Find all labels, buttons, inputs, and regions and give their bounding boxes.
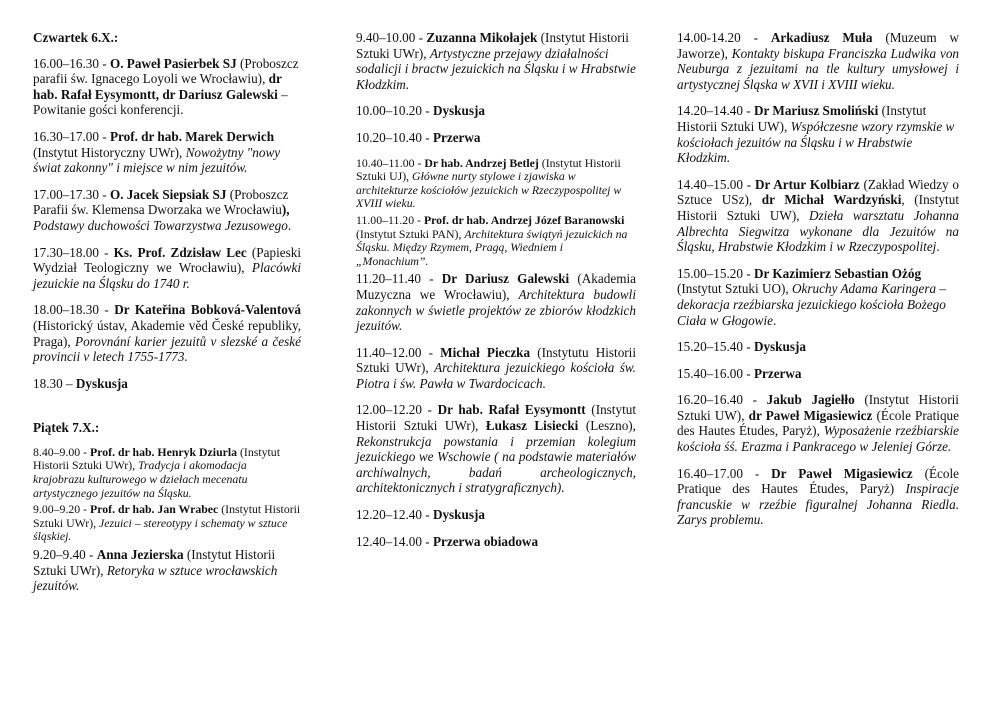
- entry-affiliation: (Instytutu Historii Sztuki UWr),: [356, 344, 637, 376]
- program-entry: [33, 376, 301, 392]
- entry-separator: ),: [281, 202, 290, 218]
- entry-label: Przerwa obiadowa: [432, 533, 539, 549]
- entry-speaker: O. Paweł Pasierbek SJ: [109, 55, 237, 71]
- entry-title: Rekonstrukcja powstania i przemian kolegium jezuickiego we Wschowie ( na podstawie materiałów archiwalnych, badań archeologicznych, architektonicznych i stratygraficznych).: [356, 433, 636, 496]
- entry-title: Inspiracje francuskie w rzeźbie figuralnej Johanna Riedla. Zarys problemu.: [677, 481, 959, 528]
- entry-affiliation: (Historický ústav, Akademie věd České republiky, Praga),: [33, 317, 301, 349]
- entry-end: .: [936, 239, 940, 255]
- entry-affiliation-2: (Leszno),: [578, 418, 636, 434]
- entry-title: Tradycja i akomodacja krajobrazu kulturowego w dziełach mecenatu artystycznego jezuitów na Śląsku.: [33, 458, 248, 500]
- entry-time: 9.20–9.40 -: [33, 547, 97, 563]
- entry-speaker: Prof. dr hab. Andrzej Józef Baranowski: [423, 212, 625, 227]
- entry-affiliation: (Instytut Historii Sztuki UW),: [677, 103, 927, 134]
- entry-affiliation: (Instytut Historii Sztuki UWr),: [356, 30, 629, 61]
- entry-speaker-2: dr hab. Rafał Eysymontt, dr Dariusz Galewski: [33, 71, 282, 102]
- program-entry: [356, 130, 636, 146]
- entry-label: Przerwa: [432, 129, 481, 145]
- entry-title: Kontakty biskupa Franciszka Ludwika von Neuburga z jezuitami na tle kultury umysłowej i artystycznej Śląska w XVII i XVIII wieku.: [677, 45, 960, 92]
- entry-affiliation: (Akademia Muzyczna we Wrocławiu),: [356, 271, 636, 302]
- day-heading-friday: Piątek 7.X.:: [33, 420, 100, 436]
- entry-speaker: Prof. dr hab. Henryk Dziurla: [90, 444, 238, 459]
- entry-time: 10.40–11.00 -: [356, 155, 425, 170]
- entry-time: 12.20–12.40 -: [356, 507, 433, 523]
- entry-title: Współczesne wzory rzymskie w kościołach jezuitów na Śląsku i w Hrabstwie Kłodzkim.: [677, 118, 955, 166]
- program-entry: [356, 402, 636, 496]
- entry-title: Artystyczne przejawy działalności sodalicji i bractw jezuickich na Śląsku i w Hrabstwie Kłodzkim.: [356, 45, 636, 92]
- entry-affiliation: (Instytut Historii Sztuki UWr),: [33, 502, 301, 530]
- entry-affiliation-2: (École Pratique des Hautes Études, Paryż),: [677, 407, 959, 439]
- entry-speaker: Dr Kateřina Bobková-Valentová: [114, 302, 301, 318]
- entry-time: 12.00–12.20 -: [356, 402, 438, 418]
- program-entry: [356, 534, 636, 550]
- entry-speaker: Prof. dr hab. Marek Derwich: [109, 128, 275, 144]
- entry-time: 9.40–10.00 -: [356, 30, 427, 45]
- program-entry: [677, 30, 959, 92]
- entry-time: 14.00-14.20 -: [677, 30, 771, 45]
- entry-speaker: Dr Kazimierz Sebastian Ożóg: [753, 265, 922, 281]
- program-entry: [677, 339, 959, 355]
- entry-speaker-2: Łukasz Lisiecki: [485, 418, 579, 434]
- entry-end: .: [772, 312, 777, 328]
- entry-time: 9.00–9.20 -: [33, 502, 91, 517]
- program-entry: [356, 103, 636, 119]
- entry-speaker-2: dr Paweł Migasiewicz: [748, 407, 873, 423]
- entry-time: 10.00–10.20 -: [356, 103, 433, 119]
- entry-speaker: Dr hab. Andrzej Betlej: [424, 155, 539, 170]
- entry-affiliation: (Proboszcz Parafii św. Klemensa Dworzaka we Wrocławiu: [33, 186, 289, 218]
- entry-time: 14.20–14.40 -: [677, 103, 754, 119]
- entry-end: .: [287, 217, 292, 233]
- entry-title: Główne nurty stylowe i zjawiska w architekturze kościołów jezuickich w Rzeczypospolitej w XVIII wieku.: [356, 169, 622, 211]
- entry-time: 15.00–15.20 -: [677, 265, 754, 281]
- entry-time: 15.20–15.40 -: [677, 339, 754, 355]
- entry-affiliation: (Papieski Wydział Teologiczny we Wrocławiu),: [33, 244, 301, 276]
- entry-title: Dzieła warsztatu Johanna Albrechta Siegwitza wykonane dla Jezuitów na Śląsku, Hrabstwie Kłodzkim i w Rzeczypospolitej: [677, 207, 959, 255]
- entry-speaker: Zuzanna Mikołajek: [426, 30, 538, 45]
- spacer: [33, 402, 301, 420]
- program-entry: [33, 56, 301, 118]
- entry-speaker: Dr hab. Rafał Eysymontt: [437, 402, 586, 418]
- entry-speaker-2: dr Michał Wardzyński: [761, 192, 902, 208]
- entry-title: Porovnání karier jezuitů v slezské a české provincii v letech 1755-1773.: [33, 333, 301, 365]
- entry-rest: – Powitanie gości konferencji.: [33, 86, 288, 118]
- program-entry: [33, 245, 301, 292]
- entry-time: 11.00–11.20 -: [356, 212, 424, 227]
- entry-affiliation: (Instytut Historii Sztuki UJ),: [356, 155, 621, 184]
- entry-label: Dyskusja: [753, 339, 806, 355]
- entry-title: Retoryka w sztuce wrocławskich jezuitów.: [33, 562, 278, 594]
- entry-affiliation: (Instytut Sztuki PAN),: [356, 226, 465, 241]
- entry-title: Jezuici – stereotypy i schematy w sztuce śląskiej.: [33, 515, 288, 544]
- entry-affiliation: (Instytut Historii Sztuki UWr),: [33, 547, 276, 578]
- entry-time: 11.20–11.40 -: [356, 271, 442, 287]
- entry-speaker: Prof. dr hab. Jan Wrabec: [90, 502, 219, 517]
- program-entry-small: [356, 214, 636, 268]
- entry-time: 12.40–14.00 -: [356, 533, 433, 549]
- entry-label: Dyskusja: [75, 375, 128, 391]
- entry-speaker: Ks. Prof. Zdzisław Lec: [113, 244, 247, 260]
- entry-title: Placówki jezuickie na Śląsku do 1740 r.: [33, 260, 301, 291]
- entry-speaker: O. Jacek Siepsiak SJ: [109, 186, 227, 202]
- entry-title: Podstawy duchowości Towarzystwa Jezusowego: [33, 217, 288, 233]
- entry-speaker: Dr Mariusz Smoliński: [753, 103, 879, 119]
- program-entry: [33, 129, 301, 176]
- entry-affiliation: (Instytut Historyczny UWr),: [33, 144, 186, 160]
- program-entry-small: [33, 446, 301, 500]
- entry-speaker: Michał Pieczka: [440, 344, 531, 360]
- entry-time: 17.30–18.00 -: [33, 244, 114, 260]
- entry-time: 10.20–10.40 -: [356, 129, 433, 145]
- entry-speaker: Jakub Jagiełło: [766, 392, 855, 408]
- entry-speaker: Anna Jezierska: [96, 547, 184, 563]
- program-entry: [33, 547, 301, 594]
- program-entry: [356, 507, 636, 523]
- entry-affiliation-2: , (Instytut Historii Sztuki UW),: [677, 192, 959, 223]
- entry-affiliation: (Instytut Historii Sztuki UWr),: [356, 402, 636, 434]
- entry-time: 8.40–9.00 -: [33, 444, 91, 459]
- program-entry: [677, 466, 959, 528]
- entry-time: 16.40–17.00 -: [677, 465, 772, 481]
- program-entry: [677, 177, 959, 255]
- entry-time: 16.00–16.30 -: [33, 55, 110, 71]
- entry-affiliation: (Zakład Wiedzy o Sztuce USz),: [677, 176, 959, 208]
- program-entry: [677, 366, 959, 382]
- entry-affiliation: (Muzeum w Jaworze),: [677, 30, 959, 61]
- program-entry-small: [33, 503, 301, 544]
- program-column-1: [33, 30, 301, 605]
- entry-affiliation: (Instytut Historii Sztuki UW),: [677, 392, 959, 423]
- program-entry: [677, 392, 959, 454]
- entry-label: Dyskusja: [432, 103, 485, 119]
- entry-time: 15.40–16.00 -: [677, 365, 754, 381]
- entry-time: 18.30 –: [33, 375, 76, 391]
- program-entry: [33, 302, 301, 364]
- day-heading-thursday: Czwartek 6.X.:: [33, 30, 119, 45]
- entry-speaker: Dr Paweł Migasiewicz: [771, 465, 913, 481]
- entry-time: 16.30–17.00 -: [33, 128, 110, 144]
- entry-time: 16.20–16.40 -: [677, 392, 767, 408]
- entry-affiliation: (Instytut Historii Sztuki UWr),: [33, 444, 280, 473]
- program-entry: [356, 271, 636, 333]
- entry-speaker: Arkadiusz Muła: [770, 30, 873, 45]
- entry-label: Dyskusja: [432, 507, 485, 523]
- entry-speaker: Dr Artur Kolbiarz: [755, 176, 860, 192]
- entry-speaker: Dr Dariusz Galewski: [441, 271, 570, 287]
- entry-time: 17.00–17.30 -: [33, 186, 110, 202]
- entry-title: Nowożytny "nowy świat zakonny" i miejsce w nim jezuitów.: [33, 144, 281, 176]
- program-entry-small: [356, 157, 636, 211]
- program-column-2: [356, 30, 636, 560]
- entry-title: Architektura budowli zakonnych w świetle projektów ze zbiorów kłodzkich jezuitów.: [356, 286, 636, 334]
- program-column-3: [677, 30, 959, 539]
- entry-time: 14.40–15.00 -: [677, 176, 756, 192]
- entry-title: Architektura świątyń jezuickich na Śląsku. Między Rzymem, Pragą, Wiedniem i „Monachium”.: [356, 226, 628, 268]
- entry-title: Architektura jezuickiego kościoła św. Piotra i św. Pawła w Twardocicach.: [356, 360, 636, 391]
- entry-time: 11.40–12.00 -: [356, 344, 441, 360]
- program-entry: [356, 345, 636, 392]
- entry-title: Okruchy Adama Karingera – dekoracja rzeźbiarska jezuickiego kościoła Bożego Ciała w Głogowie: [677, 281, 946, 328]
- entry-affiliation: (Instytut Sztuki UO),: [677, 281, 793, 297]
- program-entry: [356, 30, 636, 92]
- entry-label: Przerwa: [753, 365, 802, 381]
- entry-time: 18.00–18.30 -: [33, 302, 115, 318]
- program-entry: [33, 187, 301, 234]
- entry-affiliation: (École Pratique des Hautes Études, Paryż): [677, 465, 959, 497]
- program-entry: [677, 103, 959, 165]
- entry-affiliation: (Proboszcz parafii św. Ignacego Loyoli we Wrocławiu),: [33, 55, 299, 87]
- program-entry: [677, 266, 959, 328]
- entry-title: Wyposażenie rzeźbiarskie kościoła śś. Erazma i Pankracego w Jeleniej Górze.: [677, 423, 959, 455]
